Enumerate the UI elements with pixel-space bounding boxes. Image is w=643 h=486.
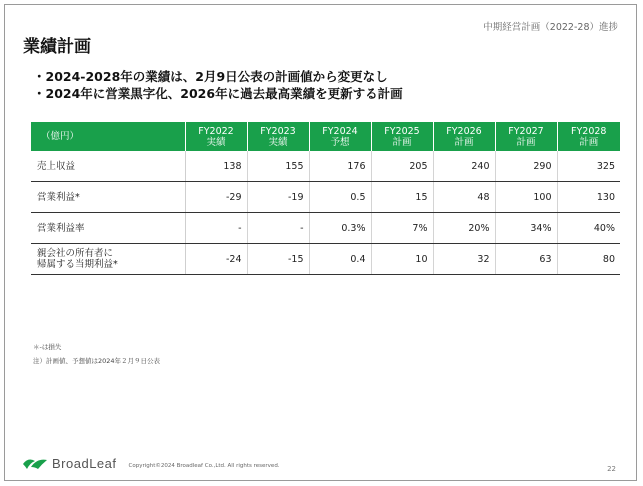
- footnote: ＊-は損失: [33, 343, 62, 351]
- row-label: 営業利益率: [31, 213, 185, 244]
- slide: [4, 4, 637, 481]
- footnote: 注）計画値、予想値は2024年２月９日公表: [33, 357, 161, 365]
- column-year: FY2026: [446, 125, 482, 137]
- leaf-logo-icon: [22, 458, 48, 470]
- table-cell: 325: [557, 151, 620, 182]
- table-cell: 32: [433, 244, 495, 275]
- footnotes: [33, 340, 160, 368]
- column-year: FY2025: [384, 125, 420, 137]
- table-cell: 130: [557, 182, 620, 213]
- column-year: FY2024: [322, 125, 358, 137]
- row-label: 親会社の所有者に 帰属する当期利益*: [31, 244, 185, 275]
- table-row: [31, 182, 620, 213]
- column-year: FY2022: [198, 125, 234, 137]
- table-cell: 100: [495, 182, 557, 213]
- table-cell: -: [185, 213, 247, 244]
- column-header: [247, 122, 309, 151]
- table-cell: 40%: [557, 213, 620, 244]
- column-year: FY2023: [260, 125, 296, 137]
- column-header: [557, 122, 620, 151]
- table-cell: 205: [371, 151, 433, 182]
- column-header: [371, 122, 433, 151]
- table-cell: 176: [309, 151, 371, 182]
- table-cell: 0.3%: [309, 213, 371, 244]
- column-kind: 計画: [454, 136, 474, 148]
- table-cell: 48: [433, 182, 495, 213]
- column-header: [495, 122, 557, 151]
- column-kind: 計画: [392, 136, 412, 148]
- header-note: 中期経営計画（2022-28）進捗: [483, 22, 618, 33]
- table-cell: 34%: [495, 213, 557, 244]
- row-label: 営業利益*: [31, 182, 185, 213]
- column-year: FY2027: [508, 125, 544, 137]
- page-number: 22: [607, 465, 616, 473]
- table-cell: 15: [371, 182, 433, 213]
- table-cell: 0.4: [309, 244, 371, 275]
- column-header: [185, 122, 247, 151]
- table-header-row: [31, 122, 620, 151]
- table-cell: 80: [557, 244, 620, 275]
- table-cell: 138: [185, 151, 247, 182]
- column-kind: 計画: [516, 136, 536, 148]
- table-cell: 63: [495, 244, 557, 275]
- table-cell: 240: [433, 151, 495, 182]
- table-cell: -24: [185, 244, 247, 275]
- table-cell: 7%: [371, 213, 433, 244]
- column-kind: 実績: [206, 136, 226, 148]
- unit-label: （億円）: [31, 122, 185, 151]
- copyright-text: Copyright©2024 Broadleaf Co.,Ltd. All rights reserved.: [128, 462, 280, 469]
- bullet-item: ・2024-2028年の業績は、2月9日公表の計画値から変更なし: [33, 69, 388, 84]
- column-year: FY2028: [571, 125, 607, 137]
- performance-plan-table: [31, 122, 620, 275]
- column-header: [309, 122, 371, 151]
- page-title: 業績計画: [23, 37, 91, 57]
- column-header: [433, 122, 495, 151]
- table-cell: -: [247, 213, 309, 244]
- table-row: [31, 151, 620, 182]
- column-kind: 計画: [579, 136, 599, 148]
- table-cell: -19: [247, 182, 309, 213]
- company-logo-text: BroadLeaf: [52, 456, 117, 471]
- table-cell: -29: [185, 182, 247, 213]
- column-kind: 予想: [330, 136, 350, 148]
- table-cell: 10: [371, 244, 433, 275]
- bullet-item: ・2024年に営業黒字化、2026年に過去最高業績を更新する計画: [33, 86, 403, 101]
- table-cell: 20%: [433, 213, 495, 244]
- table-cell: 155: [247, 151, 309, 182]
- table-cell: -15: [247, 244, 309, 275]
- table-row: [31, 213, 620, 244]
- footer: [22, 456, 280, 471]
- table-cell: 0.5: [309, 182, 371, 213]
- table-cell: 290: [495, 151, 557, 182]
- row-label: 売上収益: [31, 151, 185, 182]
- table-row: [31, 244, 620, 275]
- column-kind: 実績: [268, 136, 288, 148]
- summary-bullets: [33, 68, 403, 102]
